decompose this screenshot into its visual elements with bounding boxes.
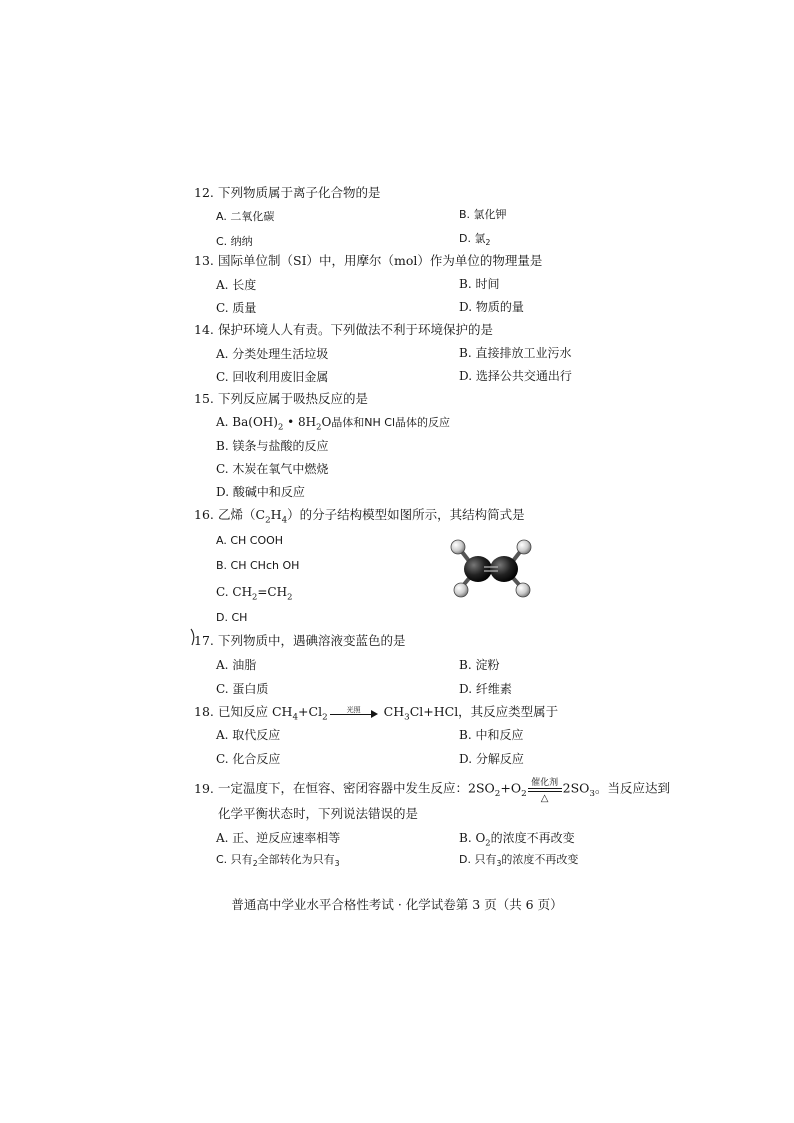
question-text: 已知反应 CH	[218, 704, 293, 719]
question-17-stem	[194, 633, 406, 649]
q18-option-d: D. 分解反应	[459, 752, 524, 766]
option-text: • 8H	[283, 415, 317, 429]
subscript: 2	[485, 837, 491, 848]
subscript: 2	[265, 515, 271, 526]
equilibrium-condition: 催化剂	[531, 778, 559, 788]
question-19-stem-line2: 化学平衡状态时，下列说法错误的是	[218, 806, 419, 821]
question-18-stem	[194, 704, 558, 726]
option-text: 全部转化为只有	[257, 853, 335, 866]
question-text: 2SO	[562, 780, 590, 796]
heat-symbol: △	[540, 793, 549, 804]
option-text: =CH	[257, 585, 288, 599]
option-text: C. 只有	[216, 853, 253, 866]
subscript: 4	[281, 515, 288, 526]
subscript: 2	[277, 421, 284, 432]
q14-option-c: C. 回收利用废旧金属	[216, 370, 329, 384]
q13-option-a: A. 长度	[216, 278, 257, 292]
question-number: 16.	[194, 507, 214, 522]
question-text: 。当反应达到	[595, 780, 671, 796]
q19-option-d	[459, 852, 578, 872]
question-12-stem	[194, 185, 381, 201]
q18-option-c: C. 化合反应	[216, 752, 281, 766]
subscript: 2	[494, 789, 501, 799]
question-text: 保护环境人人有责。下列做法不利于环境保护的是	[218, 322, 494, 337]
q18-option-b: B. 中和反应	[459, 728, 524, 742]
subscript: 3	[496, 859, 502, 869]
subscript: 3	[334, 859, 340, 869]
question-number: 15.	[194, 391, 214, 406]
q16-option-a: A. CH COOH	[216, 534, 284, 547]
subscript: 2	[521, 789, 527, 799]
option-text: B. O	[459, 831, 486, 845]
q12-option-d	[459, 231, 490, 251]
option-text: 晶体和NH Cl晶体的反应	[331, 416, 451, 429]
q19-option-c	[216, 852, 340, 872]
option-text: D. 氯	[459, 232, 486, 245]
q15-option-d: D. 酸碱中和反应	[216, 485, 305, 499]
subscript: 2	[322, 712, 328, 723]
option-text: D. 只有	[459, 853, 497, 866]
question-text: ）的分子结构模型如图所示，其结构简式是	[287, 507, 525, 522]
q13-option-d: D. 物质的量	[459, 300, 524, 314]
arrow-condition: 光照	[346, 705, 361, 714]
question-text: 国际单位制（SI）中，用摩尔（mol）作为单位的物理量是	[218, 253, 543, 268]
option-text: O	[321, 415, 332, 429]
subscript: 4	[292, 712, 299, 723]
subscript: 2	[485, 238, 491, 248]
subscript: 2	[252, 591, 258, 602]
q18-option-a: A. 取代反应	[216, 728, 281, 742]
subscript: 2	[252, 859, 258, 869]
q17-option-a: A. 油脂	[216, 658, 257, 672]
question-text: 乙烯（C	[218, 507, 266, 522]
q17-option-d: D. 纤维素	[459, 682, 512, 696]
question-14-stem	[194, 322, 493, 338]
ethylene-molecule-icon	[444, 536, 540, 602]
q15-option-b: B. 镁条与盐酸的反应	[216, 439, 329, 453]
question-number: 14.	[194, 322, 214, 337]
question-13-stem	[194, 253, 542, 269]
subscript: 2	[287, 591, 293, 602]
question-number: 18.	[194, 704, 214, 719]
question-text: 一定温度下，在恒容、密闭容器中发生反应：2SO	[218, 780, 495, 796]
question-text: 下列物质中，遇碘溶液变蓝色的是	[218, 633, 406, 648]
q13-option-b: B. 时间	[459, 277, 500, 291]
question-number: 12.	[194, 185, 214, 200]
q16-option-b: B. CH CHch OH	[216, 559, 300, 572]
reaction-arrow-icon	[330, 706, 378, 720]
question-text: 下列物质属于离子化合物的是	[218, 185, 381, 200]
question-text: CH	[379, 704, 405, 719]
q15-option-a	[216, 414, 450, 434]
q12-option-c: C. 纳纳	[216, 235, 253, 248]
page-footer: 普通高中学业水平合格性考试 · 化学试卷第 3 页（共 6 页）	[231, 897, 563, 912]
option-text: A. Ba(OH)	[216, 415, 278, 429]
q16-option-d: D. CH	[216, 611, 248, 624]
question-number: 13.	[194, 253, 214, 268]
q14-option-a: A. 分类处理生活垃圾	[216, 347, 329, 361]
option-text: 的浓度不再改变	[501, 853, 579, 866]
q14-option-b: B. 直接排放工业污水	[459, 346, 572, 360]
question-text: H	[270, 507, 282, 522]
question-text: Cl+HCl，其反应类型属于	[409, 704, 559, 719]
question-text: +O	[500, 780, 522, 796]
q12-option-a: A. 二氧化碳	[216, 210, 275, 223]
option-text: C. CH	[216, 585, 253, 599]
question-16-stem	[194, 507, 525, 529]
question-number: 17.	[194, 633, 214, 648]
q16-option-c	[216, 584, 292, 604]
option-text: 的浓度不再改变	[490, 831, 575, 845]
q19-option-b	[459, 830, 575, 850]
question-19-stem	[194, 779, 670, 802]
q13-option-c: C. 质量	[216, 301, 257, 315]
q12-option-b: B. 氯化钾	[459, 208, 507, 221]
question-text: +Cl	[298, 704, 323, 719]
question-text: 下列反应属于吸热反应的是	[218, 391, 369, 406]
subscript: 3	[404, 712, 410, 723]
q17-option-b: B. 淀粉	[459, 658, 500, 672]
q17-option-c: C. 蛋白质	[216, 682, 269, 696]
subscript: 2	[316, 421, 322, 432]
q19-option-a: A. 正、逆反应速率相等	[216, 831, 341, 845]
subscript: 3	[589, 789, 595, 799]
q15-option-c: C. 木炭在氧气中燃烧	[216, 462, 329, 476]
question-number: 19.	[194, 780, 214, 796]
question-15-stem	[194, 391, 368, 407]
equilibrium-arrow-icon	[528, 778, 562, 804]
q14-option-d: D. 选择公共交通出行	[459, 369, 572, 383]
